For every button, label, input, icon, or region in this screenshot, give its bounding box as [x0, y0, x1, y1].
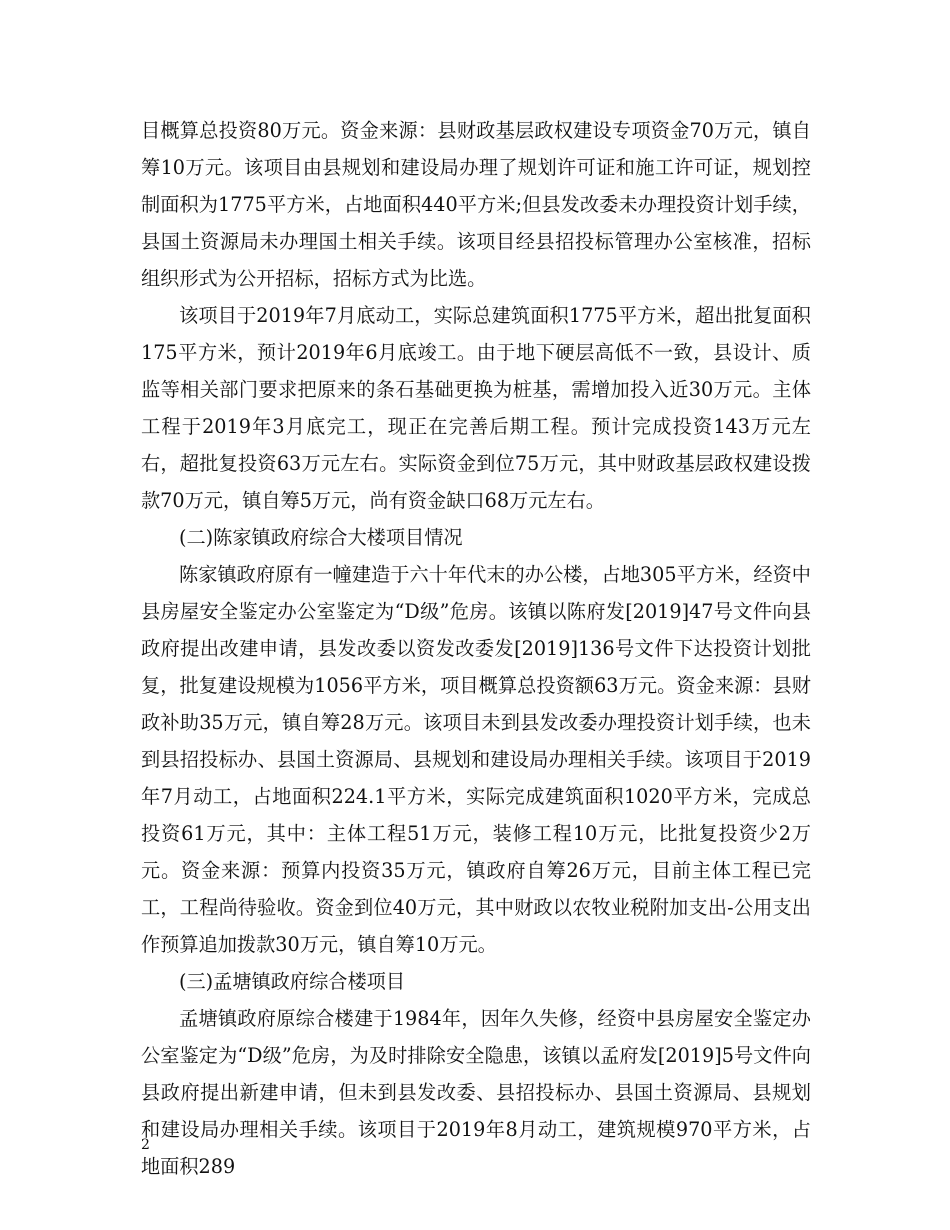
paragraph-budget-continuation: 目概算总投资80万元。资金来源：县财政基层政权建设专项资金70万元，镇自筹10万元。该项目由县规划和建设局办理了规划许可证和施工许可证，规划控制面积为1775平方米，占地面积440平方米;但县发改委未办理投资计划手续，县国土资源局未办理国土相关手续。该项目经县招投标管理办公室核准，招标组织形式为公开招标，招标方式为比选。 [141, 119, 811, 290]
section-heading-mengtang: (三)孟塘镇政府综合楼项目 [179, 970, 406, 993]
page-number: 2 [141, 1137, 150, 1153]
paragraph-chenjia-project: 陈家镇政府原有一幢建造于六十年代末的办公楼，占地305平方米，经资中县房屋安全鉴定办公室鉴定为“D级”危房。该镇以陈府发[2019]47号文件向县政府提出改建申请，县发改委以资发改委发[2019]136号文件下达投资计划批复，批复建设规模为1056平方米，项目概算总投资额63万元。资金来源：县财政补助35万元，镇自筹28万元。该项目未到县发改委办理投资计划手续，也未到县招投标办、县国土资源局、县规划和建设局办理相关手续。该项目于2019年7月动工，占地面积224.1平方米，实际完成建筑面积1020平方米，完成总投资61万元，其中：主体工程51万元，装修工程10万元，比批复投资少2万元。资金来源：预算内投资35万元，镇政府自筹26万元，目前主体工程已完工，工程尚待验收。资金到位40万元，其中财政以农牧业税附加支出-公用支出作预算追加拨款30万元，镇自筹10万元。 [141, 563, 811, 956]
paragraph-mengtang-project: 孟塘镇政府原综合楼建于1984年，因年久失修，经资中县房屋安全鉴定办公室鉴定为“D级”危房，为及时排除安全隐患，该镇以孟府发[2019]5号文件向县政府提出新建申请，但未到县发改委、县招投标办、县国土资源局、县规划和建设局办理相关手续。该项目于2019年8月动工，建筑规模970平方米，占地面积289 [141, 1007, 811, 1178]
paragraph-construction-progress: 该项目于2019年7月底动工，实际总建筑面积1775平方米，超出批复面积175平方米，预计2019年6月底竣工。由于地下硬层高低不一致，县设计、质监等相关部门要求把原来的条石基础更换为桩基，需增加投入近30万元。主体工程于2019年3月底完工，现正在完善后期工程。预计完成投资143万元左右，超批复投资63万元左右。实际资金到位75万元，其中财政基层政权建设拨款70万元，镇自筹5万元，尚有资金缺口68万元左右。 [141, 304, 811, 512]
section-heading-chenjia: (二)陈家镇政府综合大楼项目情况 [179, 526, 463, 549]
body-text [141, 112, 811, 1185]
